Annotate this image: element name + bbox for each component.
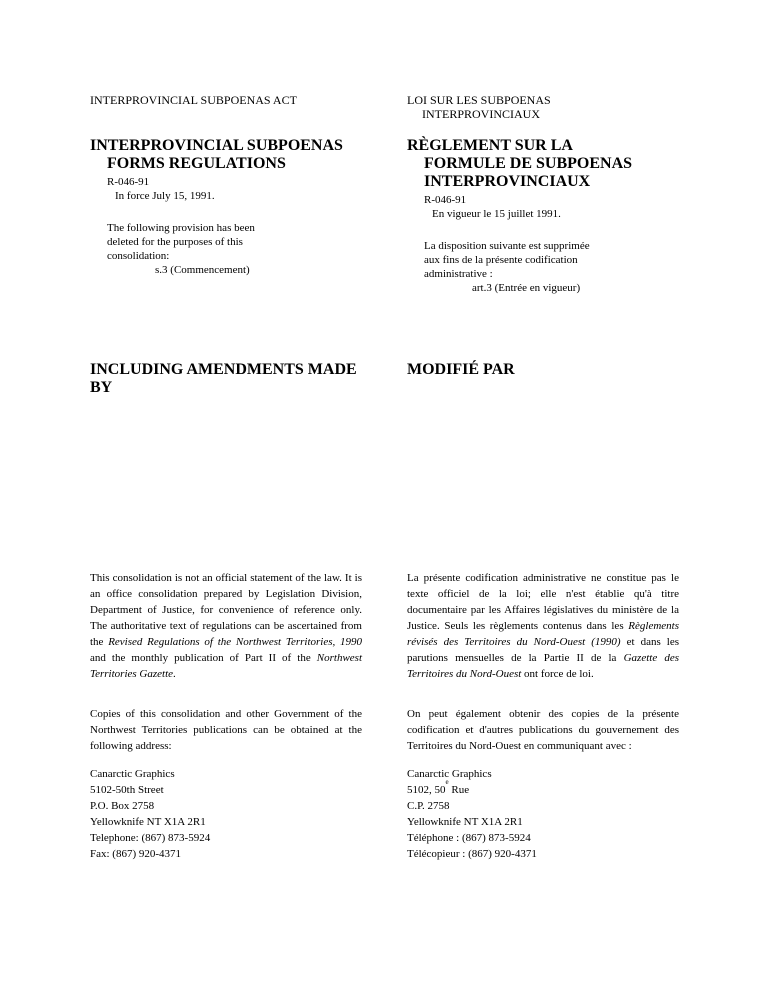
- disclaimer-fr-part3: ont force de loi.: [521, 668, 594, 680]
- copies-en: Copies of this consolidation and other Government of the Northwest Territories publications can be obtained at the following address:: [90, 708, 362, 752]
- title-en-line1: INTERPROVINCIAL SUBPOENAS: [90, 137, 343, 154]
- deleted-fr-item: art.3 (Entrée en vigueur): [472, 282, 581, 294]
- address-fr-street-sup: e: [445, 778, 449, 786]
- deleted-en-line1: The following provision has been: [107, 222, 255, 234]
- reg-info-en: [90, 175, 379, 203]
- address-en-fax: Fax: (867) 920-4371: [90, 848, 182, 860]
- deleted-fr-line2: aux fins de la présente codification: [424, 254, 578, 266]
- reg-in-force-fr: En vigueur le 15 juillet 1991.: [432, 208, 561, 220]
- reg-number-fr: R-046-91: [424, 194, 467, 206]
- disclaimer-fr-italic2: Gazette des Territoires du Nord-Ouest: [407, 652, 680, 680]
- address-fr-fax: Télécopieur : (867) 920-4371: [407, 848, 537, 860]
- title-fr-line2: FORMULE DE SUBPOENAS: [424, 155, 633, 172]
- deleted-en-item: s.3 (Commencement): [155, 264, 250, 276]
- amendments-heading-fr: MODIFIÉ PAR: [407, 361, 515, 378]
- address-fr-street: [407, 778, 679, 798]
- address-fr-street-post: Rue: [448, 784, 470, 796]
- running-head-en-text: INTERPROVINCIAL SUBPOENAS ACT: [90, 93, 297, 107]
- deleted-provision-en: [90, 221, 379, 277]
- reg-in-force-en: In force July 15, 1991.: [115, 190, 215, 202]
- disclaimer-fr-part1: La présente codification administrative ne constitue pas le texte officiel de la loi; elle n'est établie qu'à titre documentaire par les Affaires législatives du ministère de la Justice. Seuls les règlements contenus dans les: [407, 572, 679, 632]
- reg-number-en: R-046-91: [107, 176, 150, 188]
- title-en-line2: FORMS REGULATIONS: [107, 155, 286, 172]
- deleted-fr-line1: La disposition suivante est supprimée: [424, 240, 590, 252]
- amendments-heading-en: INCLUDING AMENDMENTS MADE BY: [90, 361, 357, 396]
- deleted-fr-line3: administrative :: [424, 268, 493, 280]
- running-head-fr: [407, 93, 679, 121]
- reg-info-fr: [407, 193, 696, 221]
- address-fr-street-pre: 5102, 50: [407, 784, 446, 796]
- disclaimer-fr: [407, 570, 679, 682]
- deleted-provision-fr: [407, 239, 696, 295]
- running-head-fr-line1: LOI SUR LES SUBPOENAS: [407, 93, 551, 107]
- disclaimer-en-italic1: Revised Regulations of the Northwest Territories, 1990: [108, 636, 362, 648]
- title-en: [90, 137, 362, 173]
- address-fr: [407, 766, 679, 862]
- disclaimer-fr-italic1: Règlements révisés des Territoires du Nord-Ouest (1990): [407, 620, 679, 648]
- address-en-city: Yellowknife NT X1A 2R1: [90, 816, 206, 828]
- deleted-en-line3: consolidation:: [107, 250, 170, 262]
- address-en-name: Canarctic Graphics: [90, 768, 175, 780]
- deleted-en-line2: deleted for the purposes of this: [107, 236, 243, 248]
- title-fr-line3: INTERPROVINCIAUX: [424, 173, 591, 190]
- address-fr-phone: Téléphone : (867) 873-5924: [407, 832, 531, 844]
- disclaimer-fr-part2: et dans les parutions mensuelles de la Partie II de la: [407, 636, 679, 664]
- address-fr-name: Canarctic Graphics: [407, 768, 492, 780]
- running-head-en: [90, 93, 362, 107]
- running-head-fr-line2: INTERPROVINCIAUX: [422, 107, 540, 121]
- address-en: [90, 766, 362, 862]
- copies-fr: On peut également obtenir des copies de la présente codification et d'autres publications du gouvernement des Territoires du Nord-Ouest en communiquant avec :: [407, 708, 679, 752]
- disclaimer-en-part1: This consolidation is not an official statement of the law. It is an office consolidation prepared by Legislation Division, Department of Justice, for convenience of reference only. The authoritative text of regulations can be ascertained from the: [90, 572, 362, 648]
- disclaimer-en-part3: .: [173, 668, 176, 680]
- title-fr: [407, 137, 679, 191]
- disclaimer-en-italic2: Northwest Territories Gazette: [90, 652, 362, 680]
- address-en-phone: Telephone: (867) 873-5924: [90, 832, 211, 844]
- disclaimer-en-part2: and the monthly publication of Part II of the: [90, 652, 317, 664]
- address-en-street: 5102-50th Street: [90, 784, 164, 796]
- disclaimer-en: [90, 570, 362, 682]
- title-fr-line1: RÈGLEMENT SUR LA: [407, 137, 573, 154]
- address-fr-city: Yellowknife NT X1A 2R1: [407, 816, 523, 828]
- address-en-box: P.O. Box 2758: [90, 800, 155, 812]
- address-fr-box: C.P. 2758: [407, 800, 450, 812]
